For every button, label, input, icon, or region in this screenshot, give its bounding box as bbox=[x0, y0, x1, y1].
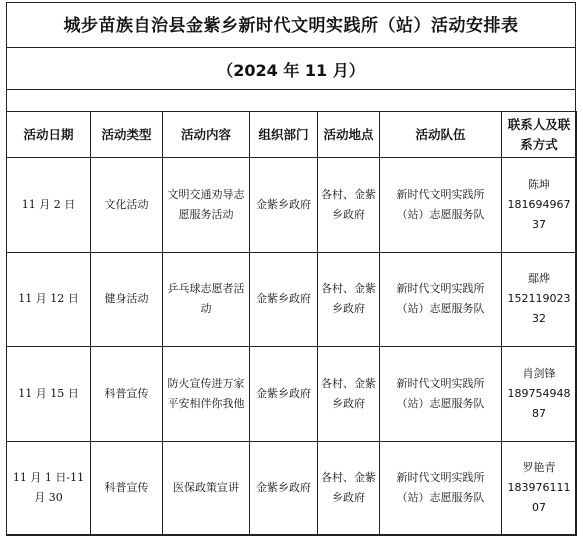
table-row bbox=[7, 252, 577, 347]
header-team: 活动队伍 bbox=[380, 112, 502, 158]
cell-date: 11 月 2 日 bbox=[7, 158, 91, 253]
cell-contact bbox=[502, 441, 577, 536]
cell-content: 防火宣传进万家 平安相伴你我他 bbox=[163, 347, 250, 442]
cell-place: 各村、金紫乡政府 bbox=[318, 347, 380, 442]
contact-name: 鄢烨 bbox=[528, 272, 550, 286]
activity-schedule-table bbox=[6, 111, 577, 536]
cell-content: 医保政策宣讲 bbox=[163, 441, 250, 536]
cell-date: 11 月 15 日 bbox=[7, 347, 91, 442]
cell-team: 新时代文明实践所（站）志愿服务队 bbox=[380, 347, 502, 442]
table-row bbox=[7, 347, 577, 442]
cell-org: 金紫乡政府 bbox=[250, 347, 318, 442]
cell-content: 乒乓球志愿者活动 bbox=[163, 252, 250, 347]
cell-org: 金紫乡政府 bbox=[250, 158, 318, 253]
cell-type: 科普宣传 bbox=[91, 347, 163, 442]
table-header-row bbox=[7, 112, 577, 158]
cell-team: 新时代文明实践所（站）志愿服务队 bbox=[380, 158, 502, 253]
cell-date: 11 月 1 日-11 月 30 bbox=[7, 441, 91, 536]
contact-name: 陈坤 bbox=[528, 177, 550, 191]
subtitle-divider bbox=[7, 89, 575, 90]
cell-date: 11 月 12 日 bbox=[7, 252, 91, 347]
contact-phone: 18397611107 bbox=[507, 481, 571, 515]
header-content: 活动内容 bbox=[163, 112, 250, 158]
cell-org: 金紫乡政府 bbox=[250, 441, 318, 536]
title-divider bbox=[7, 47, 575, 48]
contact-phone: 15211902332 bbox=[507, 292, 571, 326]
cell-type: 健身活动 bbox=[91, 252, 163, 347]
contact-name: 罗艳青 bbox=[522, 461, 556, 475]
cell-contact bbox=[502, 347, 577, 442]
header-org: 组织部门 bbox=[250, 112, 318, 158]
cell-org: 金紫乡政府 bbox=[250, 252, 318, 347]
table-row bbox=[7, 158, 577, 253]
table-row bbox=[7, 441, 577, 536]
document-subtitle: （2024 年 11 月） bbox=[217, 61, 365, 80]
cell-place: 各村、金紫乡政府 bbox=[318, 252, 380, 347]
header-place: 活动地点 bbox=[318, 112, 380, 158]
header-contact: 联系人及联系方式 bbox=[502, 112, 577, 158]
document-title: 城步苗族自治县金紫乡新时代文明实践所（站）活动安排表 bbox=[63, 16, 519, 36]
cell-content: 文明交通劝导志愿服务活动 bbox=[163, 158, 250, 253]
header-type: 活动类型 bbox=[91, 112, 163, 158]
cell-place: 各村、金紫乡政府 bbox=[318, 441, 380, 536]
cell-contact bbox=[502, 252, 577, 347]
cell-type: 科普宣传 bbox=[91, 441, 163, 536]
cell-team: 新时代文明实践所（站）志愿服务队 bbox=[380, 441, 502, 536]
contact-name: 肖剑锋 bbox=[522, 366, 556, 380]
contact-phone: 18169496737 bbox=[507, 197, 571, 231]
cell-type: 文化活动 bbox=[91, 158, 163, 253]
cell-team: 新时代文明实践所（站）志愿服务队 bbox=[380, 252, 502, 347]
schedule-sheet bbox=[6, 2, 576, 535]
header-date: 活动日期 bbox=[7, 112, 91, 158]
contact-phone: 18975494887 bbox=[507, 386, 571, 420]
cell-place: 各村、金紫乡政府 bbox=[318, 158, 380, 253]
cell-contact bbox=[502, 158, 577, 253]
